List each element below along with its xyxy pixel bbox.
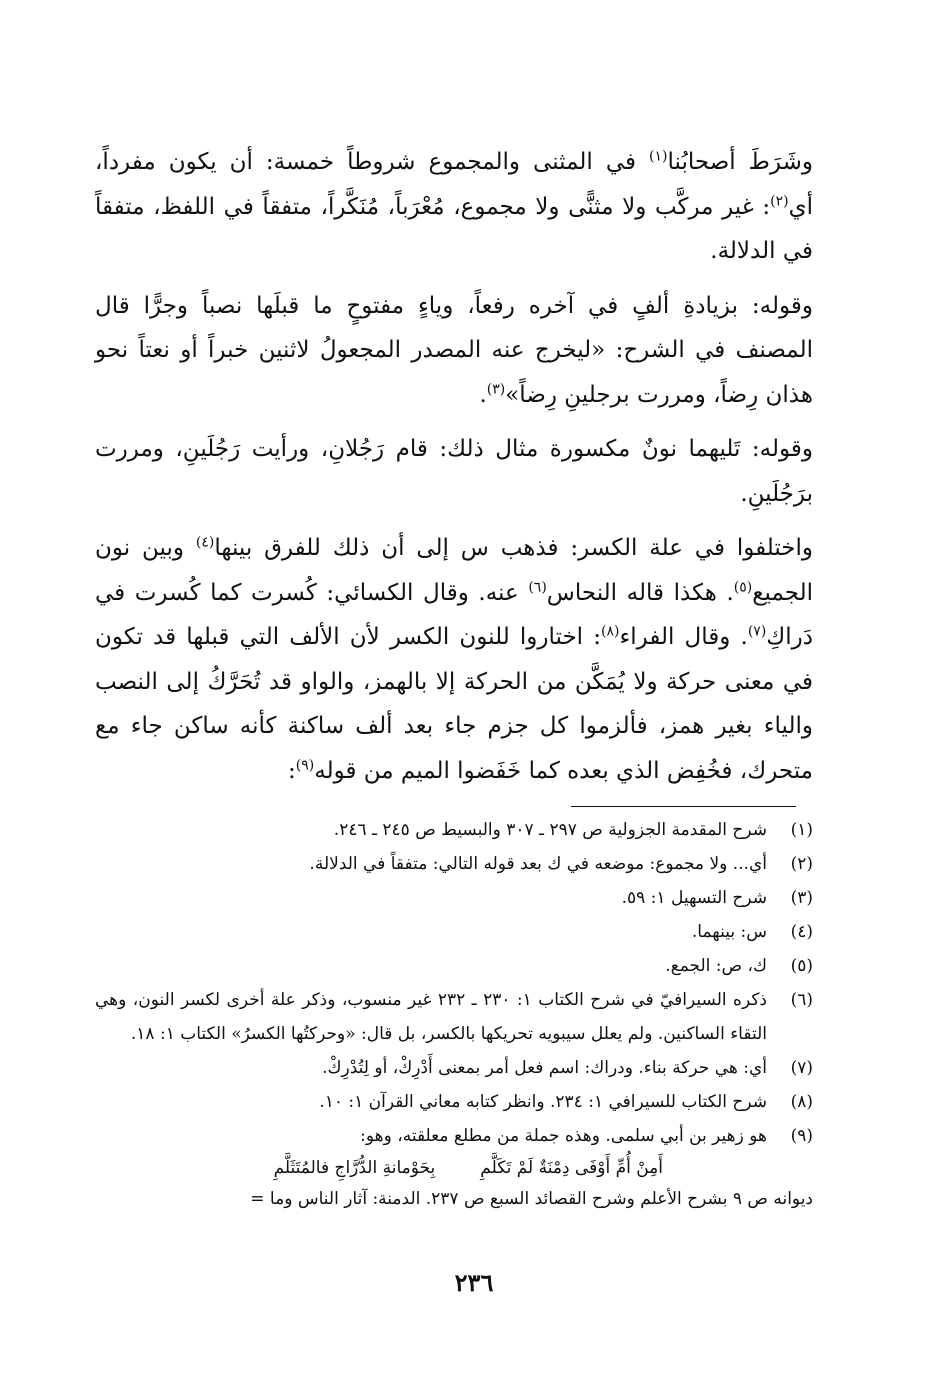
footnote-text: أي: هي حركة بناء. ودراك: اسم فعل أمر بمعنى أَدْرِكْ، أو لِتُدْرِكْ. — [322, 1058, 767, 1078]
footnote-8 — [95, 1085, 813, 1119]
page-number: ٢٣٦ — [454, 1268, 494, 1297]
footnote-3 — [95, 881, 813, 915]
text-run: : — [288, 757, 296, 784]
text-run: . وقال الفراء — [619, 624, 748, 650]
footnote-4 — [95, 915, 813, 949]
text-run: وبين نون الجميع — [95, 535, 813, 606]
verse-first-hemistich: أَمِنْ أُمِّ أَوْفَى دِمْنَةٌ لَمْ تَكَلَّمِ — [480, 1158, 663, 1178]
footnote-ref[interactable]: (٨) — [600, 623, 620, 640]
text-run: وقوله: بزيادةِ ألفٍ في آخره رفعاً، وياءٍ مفتوحٍ ما قبلَها نصباً وجرًّا قال المصنف في الشرح: «ليخرج عنه المصدر المجعولُ لاثنين خبراً أو نعتاً نحو هذان رِضاً، ومررت برجلينِ رِضاً» — [95, 292, 813, 408]
text-run: واختلفوا في علة الكسر: فذهب س إلى أن ذلك للفرق بينها — [214, 535, 813, 561]
footnote-ref[interactable]: (٢) — [770, 192, 789, 209]
footnote-number: (٩) — [790, 1126, 813, 1146]
paragraph-3: وقوله: تَليهما نونٌ مكسورة مثال ذلك: قام رَجُلانِ، ورأيت رَجُلَينِ، ومررت برَجُلَينِ. — [95, 436, 813, 507]
footnote-number: (٤) — [790, 922, 813, 942]
footnote-ref[interactable]: (٤) — [195, 534, 215, 551]
poetry-verse — [95, 1153, 813, 1183]
footnote-text: شرح الكتاب للسيرافي ١: ٢٣٤. وانظر كتابه معاني القرآن ١: ١٠. — [319, 1092, 767, 1112]
footnote-number: (١) — [790, 820, 813, 840]
verse-second-hemistich: بِحَوْمانةِ الدُّرَّاجِ فالمُتَثَلَّمِ — [273, 1158, 436, 1178]
footnote-divider — [571, 806, 796, 807]
footnote-number: (٧) — [790, 1058, 813, 1078]
footnote-text: ذكره السيرافيّ في شرح الكتاب ١: ٢٣٠ ـ ٢٣٢ غير منسوب، وذكر علة أخرى لكسر النون، وهي التقاء الساكنين. ولم يعلل سيبويه تحريكها بالكسر، بل قال: «وحركتُها الكسرُ» الكتاب ١: ١٨. — [95, 990, 767, 1044]
paragraph-2 — [95, 284, 813, 418]
footnote-text: ك، ص: الجمع. — [665, 956, 767, 976]
footnote-5 — [95, 949, 813, 983]
footnote-2 — [95, 847, 813, 881]
text-run: . هكذا قاله النحاس — [546, 579, 734, 606]
footnote-number: (٣) — [790, 888, 813, 908]
footnote-1 — [95, 813, 813, 847]
footnote-ref[interactable]: (٣) — [486, 380, 506, 397]
footnote-continuation: ديوانه ص ٩ بشرح الأعلم وشرح القصائد السبع ص ٢٣٧. الدمنة: آثار الناس وما = — [250, 1189, 813, 1209]
footnote-6 — [95, 983, 813, 1051]
text-run: عنه. وقال الكسائي: كُسرت كما كُسرت في دَراكِ — [95, 579, 813, 650]
footnote-text: س: بينهما. — [691, 922, 767, 942]
text-run: : غير مركَّب ولا مثنًّى ولا مجموع، مُعْرَباً، مُنَكَّراً، متفقاً في اللفظ، متفقاً في الدلالة. — [95, 193, 813, 264]
paragraph-1 — [95, 140, 813, 274]
text-run: : اختاروا للنون الكسر لأن الألف التي قبلها قد تكون في معنى حركة ولا يُمَكَّن من الحركة إلا بالهمز، والواو قد تُحَرَّكُ إلى النصب والياء بغير همز، فألزموا كل جزم جاء بعد ألف ساكنة كأنه ساكن جاء مع متحرك، فخُفِض الذي بعده كما خَفَضوا الميم من قوله — [95, 624, 813, 784]
footnote-text: أي... ولا مجموع: موضعه في ك بعد قوله التالي: متفقاً في الدلالة. — [309, 854, 767, 874]
footnote-number: (٦) — [790, 990, 813, 1010]
footnote-number: (٢) — [790, 854, 813, 874]
footnote-ref[interactable]: (٥) — [733, 578, 753, 595]
footnote-ref[interactable]: (١) — [649, 148, 668, 165]
footnote-7 — [95, 1051, 813, 1085]
text-run: في المثنى والمجموع شروطاً خمسة: أن يكون مفرداً، أي — [95, 149, 813, 220]
footnote-ref[interactable]: (٦) — [528, 578, 547, 595]
footnote-text: شرح المقدمة الجزولية ص ٢٩٧ ـ ٣٠٧ والبسيط ص ٢٤٥ ـ ٢٤٦. — [333, 820, 767, 840]
footnote-text: هو زهير بن أبي سلمى. وهذه جملة من مطلع معلقته، وهو: — [360, 1126, 767, 1146]
footnote-9 — [95, 1119, 813, 1153]
footnote-ref[interactable]: (٩) — [295, 756, 315, 773]
footnote-ref[interactable]: (٧) — [747, 623, 767, 640]
paragraph-4 — [95, 526, 813, 793]
text-run: . — [479, 381, 487, 408]
main-text — [95, 140, 813, 793]
footnote-number: (٥) — [790, 956, 813, 976]
footnote-number: (٨) — [790, 1092, 813, 1112]
footnote-text: شرح التسهيل ١: ٥٩. — [621, 888, 767, 908]
footnotes — [95, 813, 813, 1215]
text-run: وشَرَطَ أصحابُنا — [667, 149, 813, 175]
